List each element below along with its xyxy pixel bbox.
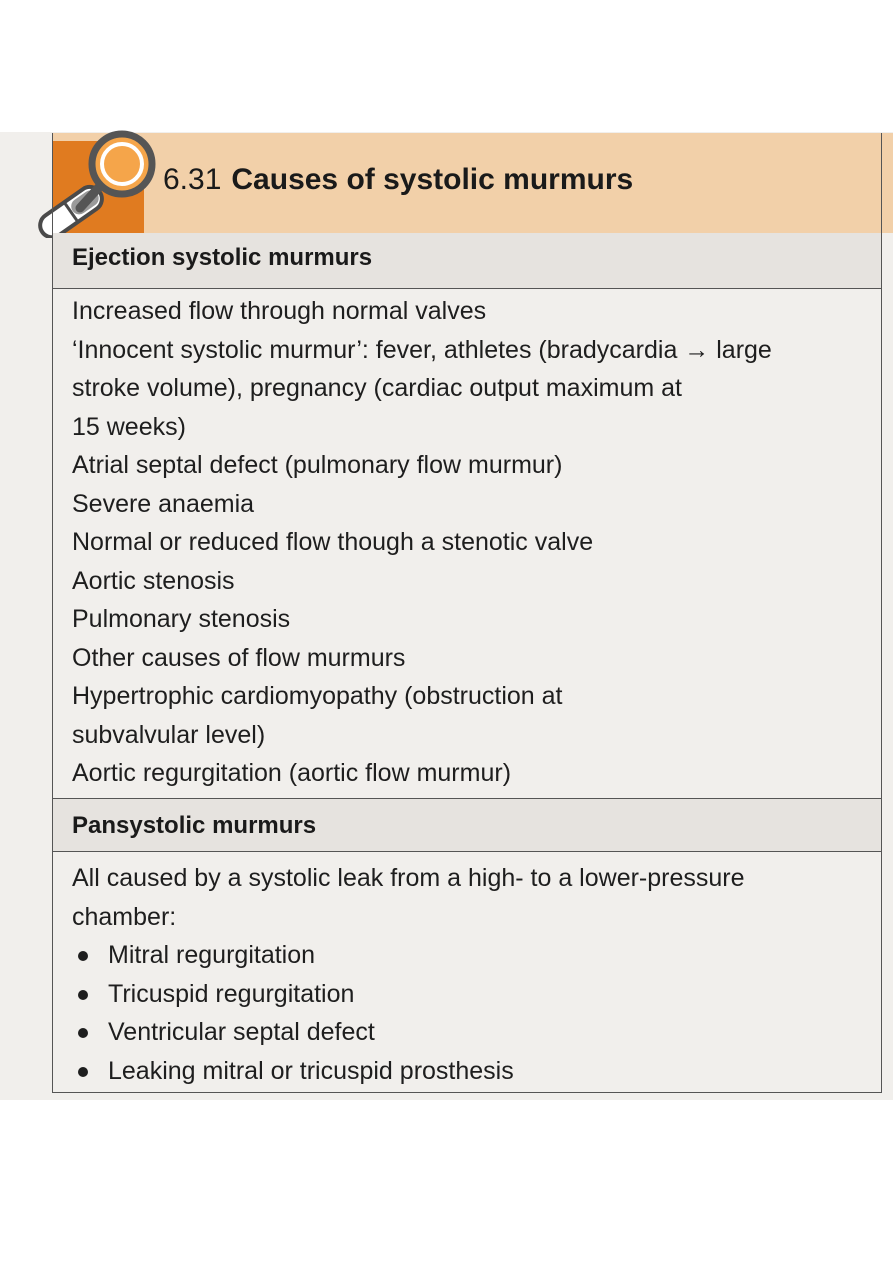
bullet-icon: [78, 1067, 88, 1077]
bullet-text: Ventricular septal defect: [108, 1018, 375, 1046]
bullet-item: [74, 1052, 854, 1091]
bullet-list: [74, 936, 854, 1090]
list-item: All caused by a systolic leak from a high- to a lower-pressure: [72, 864, 745, 892]
section-title-pansystolic: Pansystolic murmurs: [72, 812, 317, 839]
bullet-item: [74, 975, 854, 1014]
bullet-item: [74, 936, 854, 975]
bullet-icon: [78, 951, 88, 961]
list-item: Other causes of flow murmurs: [72, 643, 406, 672]
list-item: stroke volume), pregnancy (cardiac output maximum at: [72, 374, 682, 402]
list-item: Normal or reduced flow though a stenotic valve: [72, 528, 594, 556]
list-item: 15 weeks): [72, 412, 186, 441]
list-item: Atrial septal defect (pulmonary flow murmur): [72, 451, 563, 479]
bullet-item: [74, 1013, 854, 1052]
bullet-icon: [78, 1028, 88, 1038]
list-item: Aortic stenosis: [72, 566, 235, 595]
section-body-pansystolic: [72, 859, 872, 936]
list-item: ‘Innocent systolic murmur’: fever, athletes (bradycardia → large: [72, 335, 772, 364]
list-item: Hypertrophic cardiomyopathy (obstruction at: [72, 682, 563, 710]
list-item: Increased flow through normal valves: [72, 297, 487, 325]
list-item: Pulmonary stenosis: [72, 605, 291, 633]
section-body-ejection: [72, 292, 872, 793]
bullet-text: Tricuspid regurgitation: [108, 979, 355, 1008]
bullet-icon: [78, 990, 88, 1000]
table-number: 6.31: [163, 163, 222, 196]
bullet-text: Mitral regurgitation: [108, 941, 316, 969]
list-item: subvalvular level): [72, 720, 266, 749]
bullet-text: Leaking mitral or tricuspid prosthesis: [108, 1056, 514, 1085]
list-item: Aortic regurgitation (aortic flow murmur): [72, 759, 512, 787]
list-item: chamber:: [72, 902, 177, 931]
table-title-text: Causes of systolic murmurs: [231, 163, 634, 196]
section-title-ejection: Ejection systolic murmurs: [72, 244, 373, 271]
list-item: Severe anaemia: [72, 489, 255, 518]
